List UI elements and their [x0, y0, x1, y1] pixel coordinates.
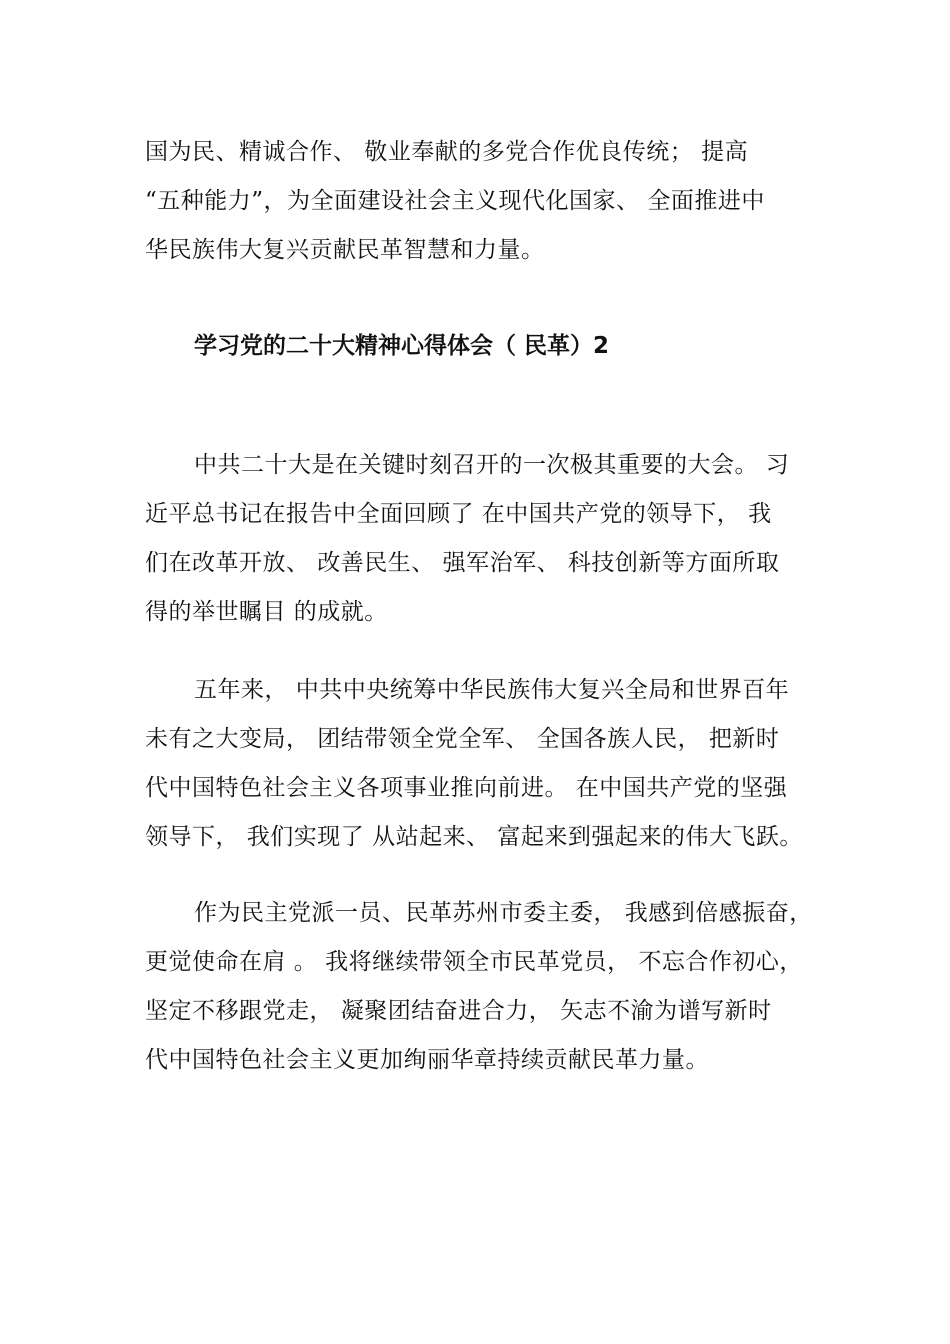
- paragraph-line: 得的举世瞩目 的成就。: [145, 599, 388, 625]
- paragraph-line: 未有之大变局， 团结带领全党全军、 全国各族人民， 把新时: [145, 726, 780, 752]
- paragraph-line: 们在改革开放、 改善民生、 强军治军、 科技创新等方面所取: [145, 550, 780, 576]
- paragraph-line: 代中国特色社会主义各项事业推向前进。 在中国共产党的坚强: [145, 775, 788, 801]
- paragraph-line: 坚定不移跟党走， 凝聚团结奋进合力， 矢志不渝为谱写新时: [145, 998, 772, 1024]
- intro-paragraph: [145, 128, 817, 275]
- paragraph-line: 近平总书记在报告中全面回顾了 在中国共产党的领导下， 我: [145, 501, 772, 527]
- paragraph-line: 华民族伟大复兴贡献民革智慧和力量。: [145, 237, 545, 263]
- body-paragraph: [145, 666, 817, 862]
- paragraph-line: 更觉使命在肩 。 我将继续带领全市民革党员， 不忘合作初心，: [145, 949, 803, 975]
- body-paragraph: [145, 441, 817, 637]
- body-paragraph: [145, 889, 817, 1085]
- paragraph-line: “五种能力”，为全面建设社会主义现代化国家、 全面推进中: [145, 188, 765, 214]
- paragraph-line: 作为民主党派一员、民革苏州市委主委， 我感到倍感振奋，: [194, 900, 813, 926]
- paragraph-line: 国为民、精诚合作、 敬业奉献的多党合作优良传统； 提高: [145, 139, 749, 165]
- paragraph-line: 领导下， 我们实现了 从站起来、 富起来到强起来的伟大飞跃。: [145, 824, 803, 850]
- paragraph-line: 代中国特色社会主义更加绚丽华章持续贡献民革力量。: [145, 1047, 709, 1073]
- paragraph-line: 五年来， 中共中央统筹中华民族伟大复兴全局和世界百年: [194, 677, 790, 703]
- section-heading: 学习党的二十大精神心得体会（ 民革）2: [194, 333, 610, 359]
- paragraph-line: 中共二十大是在关键时刻召开的一次极其重要的大会。 习: [194, 452, 790, 478]
